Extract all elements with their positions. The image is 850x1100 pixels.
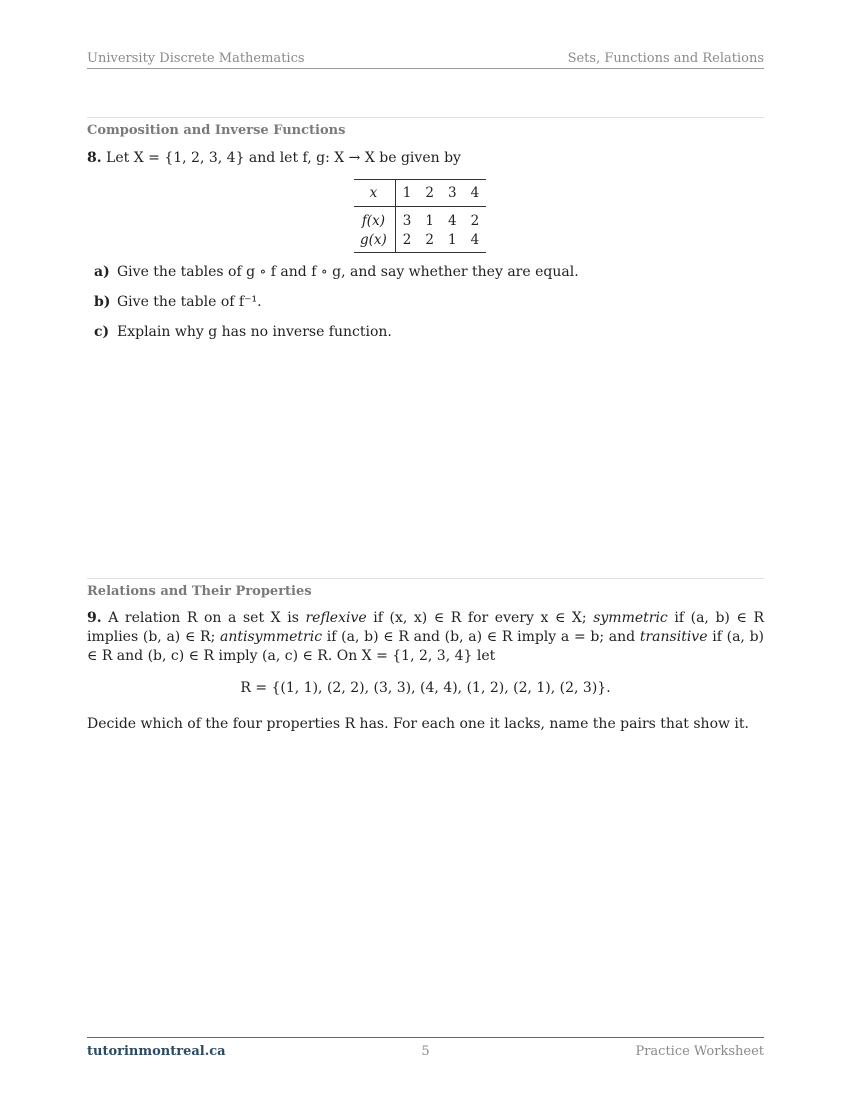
- table-cell: 1: [441, 230, 464, 253]
- term-transitive: transitive: [639, 629, 708, 645]
- table-row: [354, 207, 486, 231]
- part-text: Give the tables of g ∘ f and f ∘ g, and say whether they are equal.: [117, 264, 579, 280]
- term-antisymmetric: antisymmetric: [220, 629, 323, 645]
- part-text: Give the table of f⁻¹.: [117, 294, 262, 310]
- definition-text: if (a, b) ∈ R implies (b, a) ∈ R;: [87, 610, 764, 645]
- part-a: [94, 264, 579, 280]
- table-column-header: 1: [395, 180, 418, 207]
- part-b: [94, 294, 262, 310]
- page-number: 5: [421, 1044, 430, 1059]
- definition-text: if (x, x) ∈ R for every x ∈ X;: [366, 610, 594, 626]
- section-title: Relations and Their Properties: [87, 584, 312, 599]
- page-header: [87, 50, 764, 69]
- section-title: Composition and Inverse Functions: [87, 123, 346, 138]
- table-cell: 2: [418, 230, 441, 253]
- footer-worksheet-label: Practice Worksheet: [635, 1044, 764, 1059]
- table-cell: 4: [464, 230, 487, 253]
- table-row-label: f(x): [354, 207, 395, 231]
- table-header-label: x: [354, 180, 395, 207]
- table-cell: 4: [447, 212, 457, 229]
- page-footer: [87, 1037, 764, 1060]
- function-table: [354, 179, 486, 253]
- table-cell: 3: [402, 212, 412, 229]
- problem-number: 9.: [87, 610, 102, 626]
- problem-8-statement: [87, 149, 764, 168]
- term-symmetric: symmetric: [593, 610, 668, 626]
- header-course-title: University Discrete Mathematics: [87, 51, 305, 66]
- problem-9-statement: [87, 609, 764, 666]
- table-row-label: g(x): [354, 230, 395, 253]
- definition-text: A relation R on a set X is: [108, 610, 306, 626]
- table-row: [354, 230, 486, 253]
- section-composition: [87, 117, 764, 138]
- footer-website: tutorinmontreal.ca: [87, 1044, 226, 1059]
- definition-text: if (a, b) ∈ R and (b, c) ∈ R imply (a, c) ∈ R. On X = {1, 2, 3, 4} let: [87, 629, 765, 664]
- table-column-header: 2: [418, 180, 441, 207]
- part-text: Explain why g has no inverse function.: [117, 324, 392, 340]
- table-cell: 2: [395, 230, 418, 253]
- part-c: [94, 324, 392, 340]
- header-chapter-title: Sets, Functions and Relations: [567, 51, 764, 66]
- section-relations: [87, 578, 764, 599]
- part-label: b): [94, 294, 111, 310]
- problem-9-question: Decide which of the four properties R has. For each one it lacks, name the pairs that show it.: [87, 716, 749, 732]
- table-column-header: 4: [464, 180, 487, 207]
- table-cell: 2: [470, 212, 480, 229]
- table-cell: 1: [425, 212, 434, 229]
- table-column-header: 3: [441, 180, 464, 207]
- table-header-row: [354, 180, 486, 207]
- part-label: c): [94, 324, 110, 340]
- definition-text: if (a, b) ∈ R and (b, a) ∈ R imply a = b; and: [322, 629, 640, 645]
- problem-number: 8.: [87, 150, 102, 166]
- problem-text: Let X = {1, 2, 3, 4} and let f, g: X → X be given by: [106, 150, 461, 166]
- term-reflexive: reflexive: [305, 610, 367, 626]
- relation-equation: R = {(1, 1), (2, 2), (3, 3), (4, 4), (1, 2), (2, 1), (2, 3)}.: [240, 680, 611, 696]
- part-label: a): [94, 264, 110, 280]
